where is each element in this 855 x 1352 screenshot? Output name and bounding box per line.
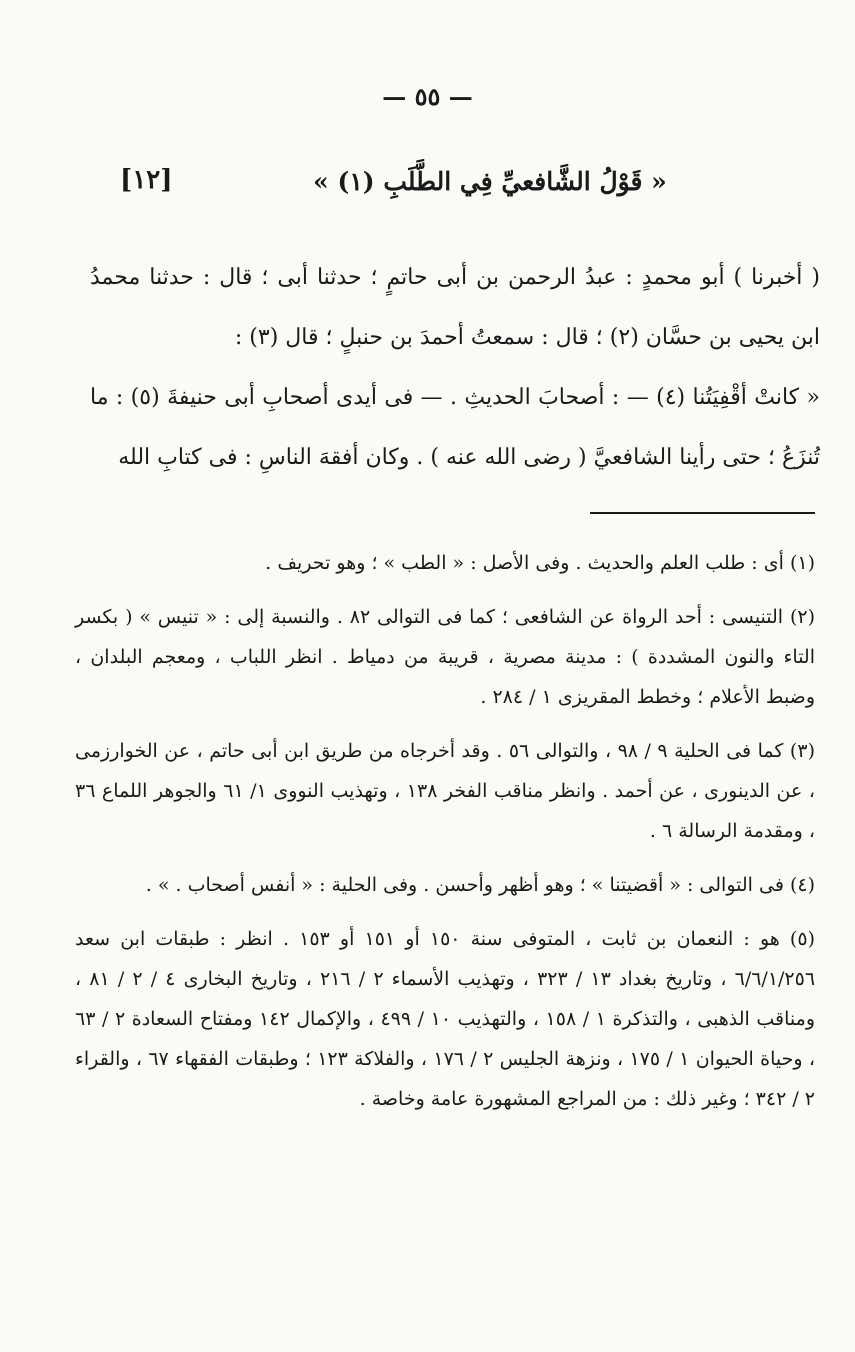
section-title: « قَوْلُ الشَّافعيِّ فِي الطَّلَبِ (١) » — [313, 167, 667, 196]
footnotes — [75, 543, 815, 1133]
footnote: (٤) فى التوالى : « أقضيتنا » ؛ وهو أظهر وأحسن . وفى الحلية : « أنفس أصحاب . » . — [145, 874, 815, 896]
main-paragraph: « كانتْ أقْفِيَتُنا (٤) — : أصحابَ الحديثِ . — فى أيدى أصحابِ أبى حنيفةَ (٥) : ما تُنزَعُ ؛ حتى رأينا الشافعيَّ ( رضى الله عنه ) . وكان أفقهَ الناسِ : فى كتابِ الله — [90, 385, 821, 470]
footnote: (٣) كما فى الحلية ٩ / ٩٨ ، والتوالى ٥٦ . وقد أخرجاه من طريق ابن أبى حاتم ، عن الخوارزمى ، عن الدينورى ، عن أحمد . وانظر مناقب الفخر ١٣٨ ، وتهذيب النووى ١/ ٦١ والجوهر اللماع ٣٦ ، ومقدمة الرسالة ٦ . — [75, 740, 816, 842]
section-heading — [110, 165, 770, 215]
footnote: (١) أى : طلب العلم والحديث . وفى الأصل : « الطب » ؛ وهو تحريف . — [265, 552, 815, 574]
main-text — [90, 248, 820, 488]
footnote: (٥) هو : النعمان بن ثابت ، المتوفى سنة ١٥٠ أو ١٥١ أو ١٥٣ . انظر : طبقات ابن سعد ٦/٦/١/٢٥٦ ، وتاريخ بغداد ١٣ / ٣٢٣ ، وتهذيب الأسماء ٢ / ٢١٦ ، وتاريخ البخارى ٤ / ٢ / ٨١ ، ومناقب الذهبى ، والتذكرة ١ / ١٥٨ ، والتهذيب ١٠ / ٤٩٩ ، والإكمال ١٤٢ ومفتاح السعادة ٢ / ٦٣ ، وحياة الحيوان ١ / ١٧٥ ، ونزهة الجليس ٢ / ١٧٦ ، والفلاكة ١٢٣ ؛ وطبقات الفقهاء ٦٧ ، والقراء ٢ / ٣٤٢ ؛ وغير ذلك : من المراجع المشهورة عامة وخاصة . — [75, 928, 816, 1110]
main-paragraph: ( أخبرنا ) أبو محمدٍ : عبدُ الرحمن بن أبى حاتمٍ ؛ حدثنا أبى ؛ قال : حدثنا محمدُ ابن يحيى بن حسَّان (٢) ؛ قال : سمعتُ أحمدَ بن حنبلٍ ؛ قال (٣) : — [90, 265, 820, 350]
section-number: [١٢] — [120, 165, 173, 195]
page-number: — ٥٥ — — [382, 82, 473, 111]
footnote: (٢) التنيسى : أحد الرواة عن الشافعى ؛ كما فى التوالى ٨٢ . والنسبة إلى : « تنيس » ( بكسر التاء والنون المشددة ) : مدينة مصرية ، قريبة من دمياط . انظر اللباب ، ومعجم البلدان ، وضبط الأعلام ؛ وخطط المقريزى ١ / ٢٨٤ . — [75, 606, 815, 708]
footnote-separator — [590, 512, 815, 514]
